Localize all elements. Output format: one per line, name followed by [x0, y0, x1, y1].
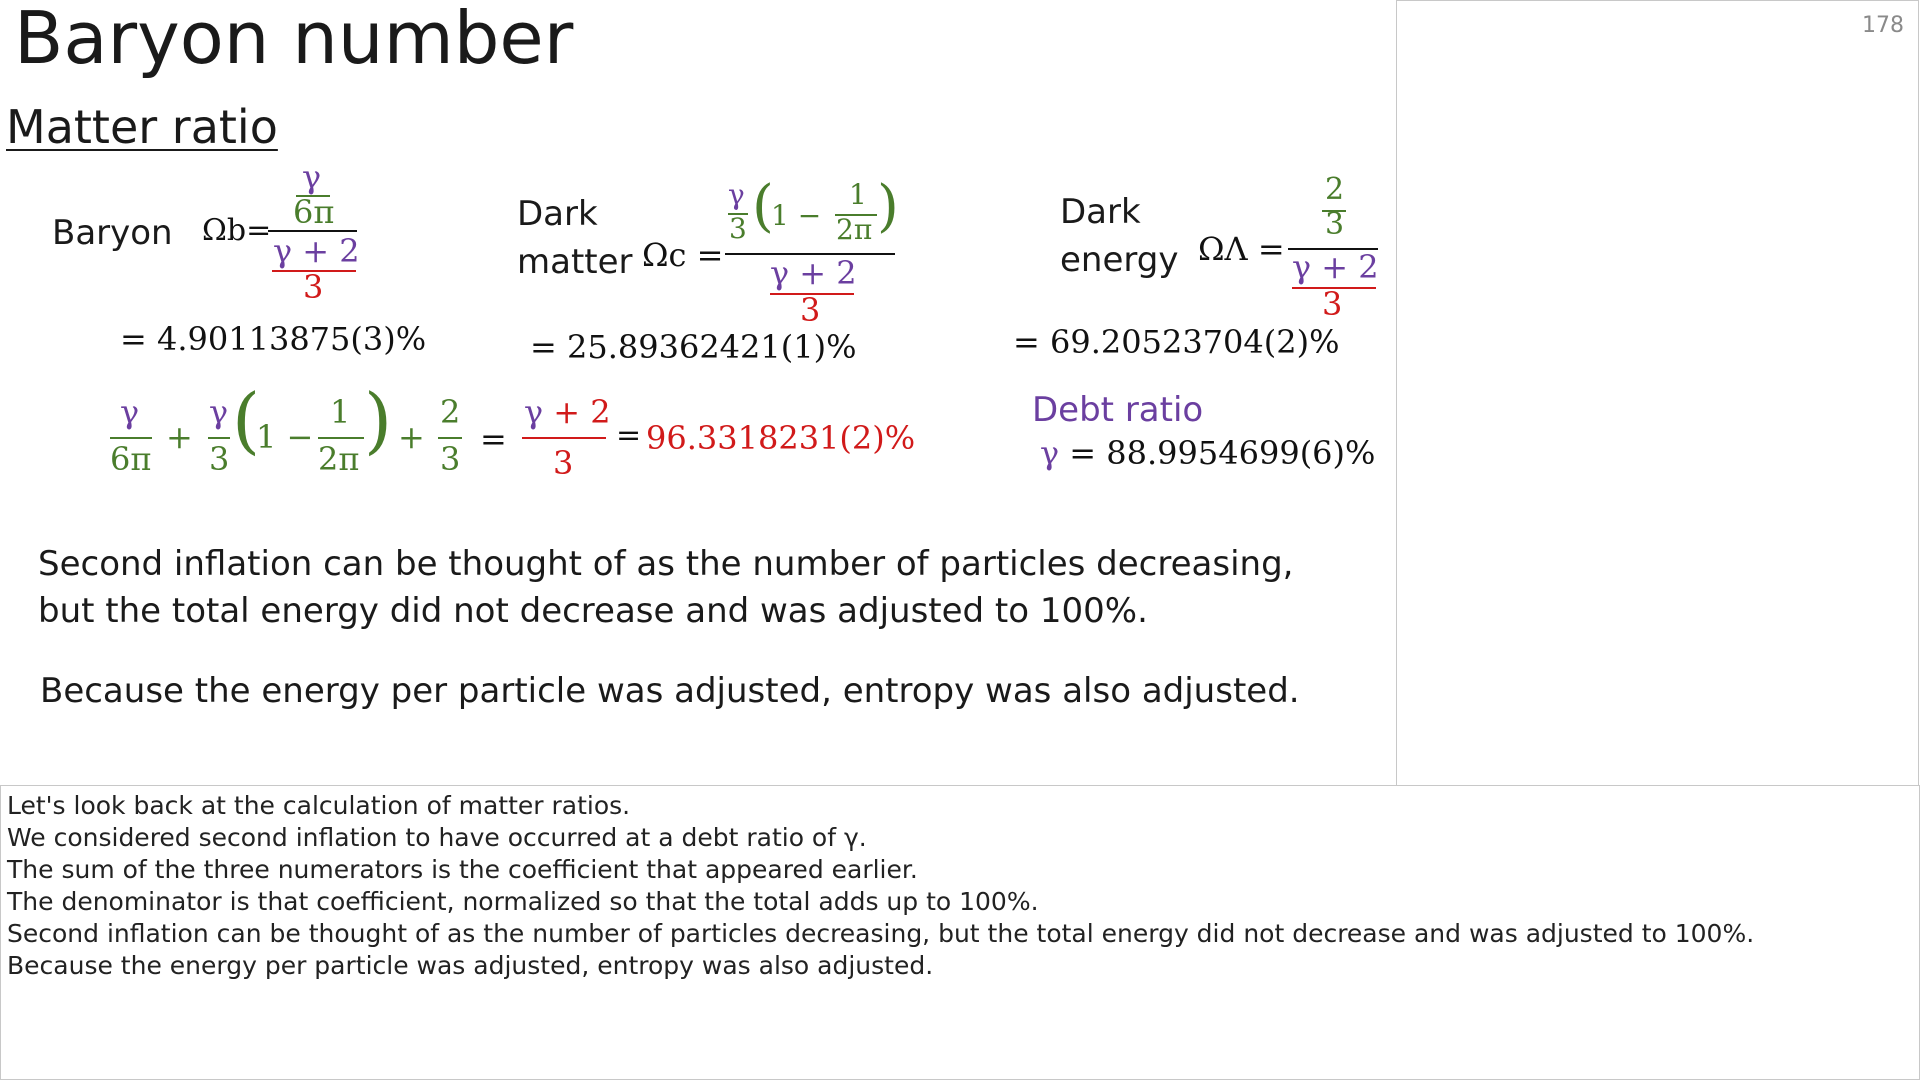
dark-energy-result: = 69.20523704(2)% — [1013, 323, 1340, 361]
dark-matter-result: = 25.89362421(1)% — [530, 328, 857, 366]
sum-open-paren: ( — [232, 378, 261, 462]
sum-plus-2: + — [398, 418, 425, 456]
de-den-bottom: 3 — [1322, 285, 1343, 323]
slide-number: 178 — [1862, 13, 1904, 38]
sum-equals: = — [480, 420, 507, 458]
de-den-top: γ + 2 — [1292, 248, 1379, 286]
baryon-num-top: γ — [302, 158, 322, 196]
debt-ratio-value — [1040, 434, 1375, 472]
sum-t2-line — [208, 437, 230, 439]
sum-t3-top: 2 — [440, 393, 461, 431]
paragraph-1-line-1: Second inflation can be thought of as the number of particles decreasing, — [38, 544, 1294, 584]
debt-value: = 88.9954699(6)% — [1059, 434, 1376, 472]
sum-t2-frac-bottom: 2π — [318, 440, 360, 478]
dark-energy-symbol: ΩΛ = — [1198, 230, 1285, 268]
sum-t2-frac-top: 1 — [330, 393, 351, 431]
de-num-top: 2 — [1325, 172, 1345, 207]
dm-num-gamma: γ — [728, 178, 745, 211]
dm-frac-top: 1 — [849, 178, 867, 211]
dark-matter-label-2: matter — [517, 242, 633, 282]
sum-result: 96.3318231(2)% — [646, 419, 916, 457]
sum-t3-line — [438, 437, 462, 439]
dark-matter-label-1: Dark — [517, 194, 598, 234]
baryon-den-bottom: 3 — [303, 268, 324, 306]
dm-close-paren: ) — [877, 174, 899, 239]
notes-line: We considered second inflation to have occurred at a debt ratio of γ. — [7, 823, 867, 852]
sum-t1-bottom: 6π — [110, 440, 152, 478]
sum-rhs-line — [522, 437, 606, 439]
dm-open-paren: ( — [752, 174, 774, 239]
de-num-bottom: 3 — [1325, 207, 1345, 242]
baryon-den-top: γ + 2 — [273, 232, 360, 270]
sum-t1-top: γ — [120, 393, 140, 431]
notes-line: Because the energy per particle was adjusted, entropy was also adjusted. — [7, 951, 934, 980]
speaker-notes[interactable] — [0, 785, 1920, 1080]
dark-matter-symbol: Ωc = — [642, 236, 724, 274]
paragraph-1-line-2: but the total energy did not decrease and was adjusted to 100%. — [38, 591, 1148, 631]
sum-t2-top: γ — [209, 393, 229, 431]
sum-rhs-top: γ + 2 — [524, 393, 611, 431]
sum-t2-one: 1 − — [256, 418, 314, 456]
dark-energy-label-1: Dark — [1060, 192, 1141, 232]
debt-gamma: γ — [1040, 434, 1060, 472]
notes-line: The denominator is that coefficient, normalized so that the total adds up to 100%. — [7, 887, 1039, 916]
page-title: Baryon number — [14, 0, 574, 80]
debt-ratio-label: Debt ratio — [1032, 390, 1204, 430]
side-panel — [1396, 0, 1919, 785]
sum-t2-bottom: 3 — [209, 440, 230, 478]
sum-t3-bottom: 3 — [440, 440, 461, 478]
sum-plus-1: + — [166, 418, 193, 456]
baryon-label: Baryon — [52, 213, 173, 253]
sum-t1-line — [110, 437, 152, 439]
sum-result-equals: = — [616, 418, 642, 453]
dm-den-bottom: 3 — [800, 291, 821, 329]
dark-energy-label-2: energy — [1060, 240, 1179, 280]
baryon-symbol: Ωb= — [202, 213, 272, 248]
dm-num-one: 1 − — [771, 199, 822, 232]
section-subtitle: Matter ratio — [6, 100, 278, 154]
dm-num-three: 3 — [729, 212, 747, 245]
notes-line: Second inflation can be thought of as the number of particles decreasing, but the total energy did not decrease and was adjusted to 100%. — [7, 919, 1755, 948]
dm-den-top: γ + 2 — [770, 254, 857, 292]
paragraph-2: Because the energy per particle was adjusted, entropy was also adjusted. — [40, 671, 1300, 711]
sum-rhs-bottom: 3 — [553, 444, 574, 482]
notes-line: The sum of the three numerators is the coefficient that appeared earlier. — [7, 855, 918, 884]
sum-close-paren: ) — [364, 378, 393, 462]
baryon-result: = 4.90113875(3)% — [120, 320, 427, 358]
baryon-num-bottom: 6π — [293, 193, 335, 231]
notes-line: Let's look back at the calculation of matter ratios. — [7, 791, 631, 820]
dm-frac-bottom: 2π — [836, 213, 873, 246]
sum-t2-frac-line — [318, 437, 364, 439]
